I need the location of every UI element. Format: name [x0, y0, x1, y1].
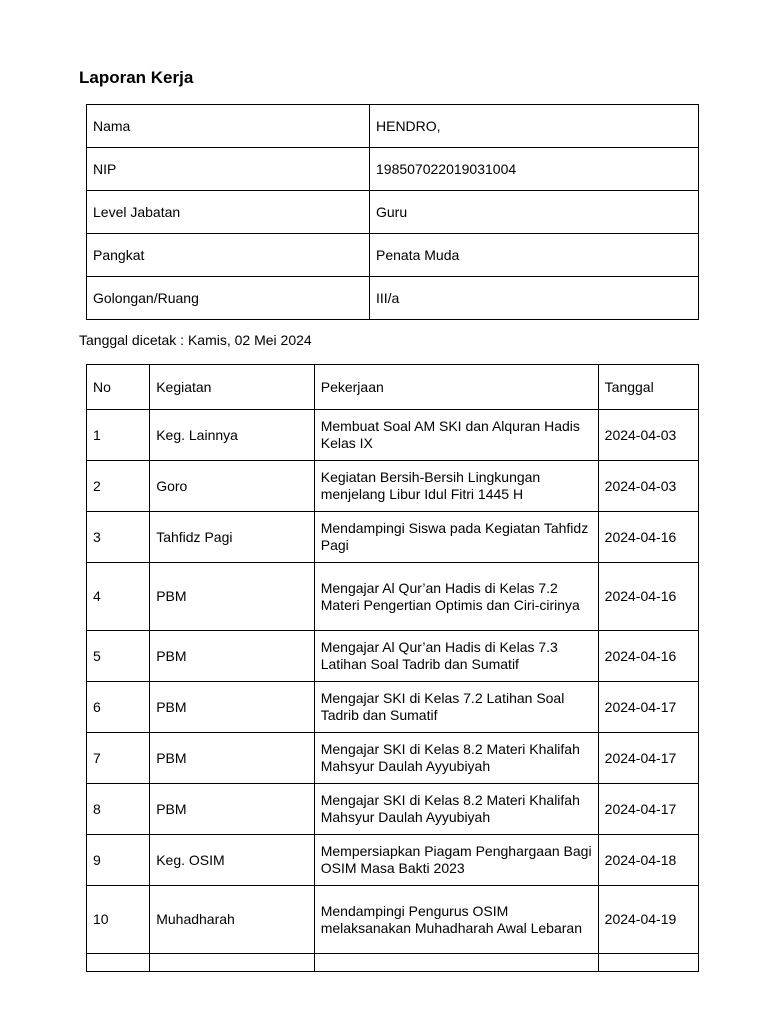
info-row — [87, 191, 699, 234]
cell-no: 2 — [87, 461, 150, 512]
info-value: Guru — [370, 191, 699, 234]
header-kegiatan: Kegiatan — [150, 365, 315, 410]
cell-empty — [87, 954, 150, 972]
cell-kegiatan: Keg. OSIM — [150, 835, 315, 886]
cell-no: 8 — [87, 784, 150, 835]
table-row — [87, 563, 699, 631]
cell-kegiatan: PBM — [150, 784, 315, 835]
table-row — [87, 512, 699, 563]
table-row — [87, 886, 699, 954]
cell-no: 1 — [87, 410, 150, 461]
cell-kegiatan: PBM — [150, 733, 315, 784]
cell-kegiatan: Tahfidz Pagi — [150, 512, 315, 563]
info-table — [86, 104, 699, 320]
info-row — [87, 234, 699, 277]
header-tanggal: Tanggal — [598, 365, 698, 410]
cell-tanggal: 2024-04-17 — [598, 784, 698, 835]
printed-date: Tanggal dicetak : Kamis, 02 Mei 2024 — [79, 332, 312, 348]
table-row — [87, 410, 699, 461]
cell-no: 6 — [87, 682, 150, 733]
info-label: NIP — [87, 148, 370, 191]
table-header-row — [87, 365, 699, 410]
cell-tanggal: 2024-04-19 — [598, 886, 698, 954]
cell-tanggal: 2024-04-16 — [598, 512, 698, 563]
info-value: HENDRO, — [370, 105, 699, 148]
info-label: Nama — [87, 105, 370, 148]
cell-tanggal: 2024-04-16 — [598, 631, 698, 682]
cell-no: 5 — [87, 631, 150, 682]
info-row — [87, 277, 699, 320]
table-row — [87, 631, 699, 682]
cell-kegiatan: Goro — [150, 461, 315, 512]
table-row-empty — [87, 954, 699, 972]
info-label: Level Jabatan — [87, 191, 370, 234]
table-row — [87, 461, 699, 512]
cell-kegiatan: Keg. Lainnya — [150, 410, 315, 461]
cell-tanggal: 2024-04-03 — [598, 461, 698, 512]
cell-kegiatan: PBM — [150, 631, 315, 682]
cell-no: 10 — [87, 886, 150, 954]
cell-no: 9 — [87, 835, 150, 886]
cell-pekerjaan: Membuat Soal AM SKI dan Alquran Hadis Kelas IX — [314, 410, 598, 461]
info-value: Penata Muda — [370, 234, 699, 277]
table-row — [87, 784, 699, 835]
cell-tanggal: 2024-04-16 — [598, 563, 698, 631]
info-label: Pangkat — [87, 234, 370, 277]
table-row — [87, 733, 699, 784]
cell-tanggal: 2024-04-18 — [598, 835, 698, 886]
cell-empty — [598, 954, 698, 972]
cell-kegiatan: Muhadharah — [150, 886, 315, 954]
work-table — [86, 364, 699, 972]
cell-pekerjaan: Mengajar SKI di Kelas 8.2 Materi Khalifah Mahsyur Daulah Ayyubiyah — [314, 784, 598, 835]
header-no: No — [87, 365, 150, 410]
cell-no: 4 — [87, 563, 150, 631]
page-title: Laporan Kerja — [79, 68, 194, 87]
cell-pekerjaan: Mendampingi Pengurus OSIM melaksanakan Muhadharah Awal Lebaran — [314, 886, 598, 954]
cell-no: 3 — [87, 512, 150, 563]
table-row — [87, 835, 699, 886]
table-row — [87, 682, 699, 733]
cell-kegiatan: PBM — [150, 563, 315, 631]
info-value: III/a — [370, 277, 699, 320]
cell-kegiatan: PBM — [150, 682, 315, 733]
cell-pekerjaan: Mengajar Al Qur’an Hadis di Kelas 7.2 Materi Pengertian Optimis dan Ciri-cirinya — [314, 563, 598, 631]
cell-pekerjaan: Mengajar Al Qur’an Hadis di Kelas 7.3 Latihan Soal Tadrib dan Sumatif — [314, 631, 598, 682]
info-row — [87, 105, 699, 148]
info-value: 198507022019031004 — [370, 148, 699, 191]
header-pekerjaan: Pekerjaan — [314, 365, 598, 410]
cell-pekerjaan: Mendampingi Siswa pada Kegiatan Tahfidz Pagi — [314, 512, 598, 563]
cell-pekerjaan: Kegiatan Bersih-Bersih Lingkungan menjelang Libur Idul Fitri 1445 H — [314, 461, 598, 512]
info-row — [87, 148, 699, 191]
cell-tanggal: 2024-04-03 — [598, 410, 698, 461]
info-label: Golongan/Ruang — [87, 277, 370, 320]
cell-tanggal: 2024-04-17 — [598, 733, 698, 784]
cell-pekerjaan: Mengajar SKI di Kelas 8.2 Materi Khalifah Mahsyur Daulah Ayyubiyah — [314, 733, 598, 784]
cell-empty — [150, 954, 315, 972]
cell-pekerjaan: Mengajar SKI di Kelas 7.2 Latihan Soal Tadrib dan Sumatif — [314, 682, 598, 733]
cell-no: 7 — [87, 733, 150, 784]
cell-tanggal: 2024-04-17 — [598, 682, 698, 733]
cell-empty — [314, 954, 598, 972]
cell-pekerjaan: Mempersiapkan Piagam Penghargaan Bagi OSIM Masa Bakti 2023 — [314, 835, 598, 886]
